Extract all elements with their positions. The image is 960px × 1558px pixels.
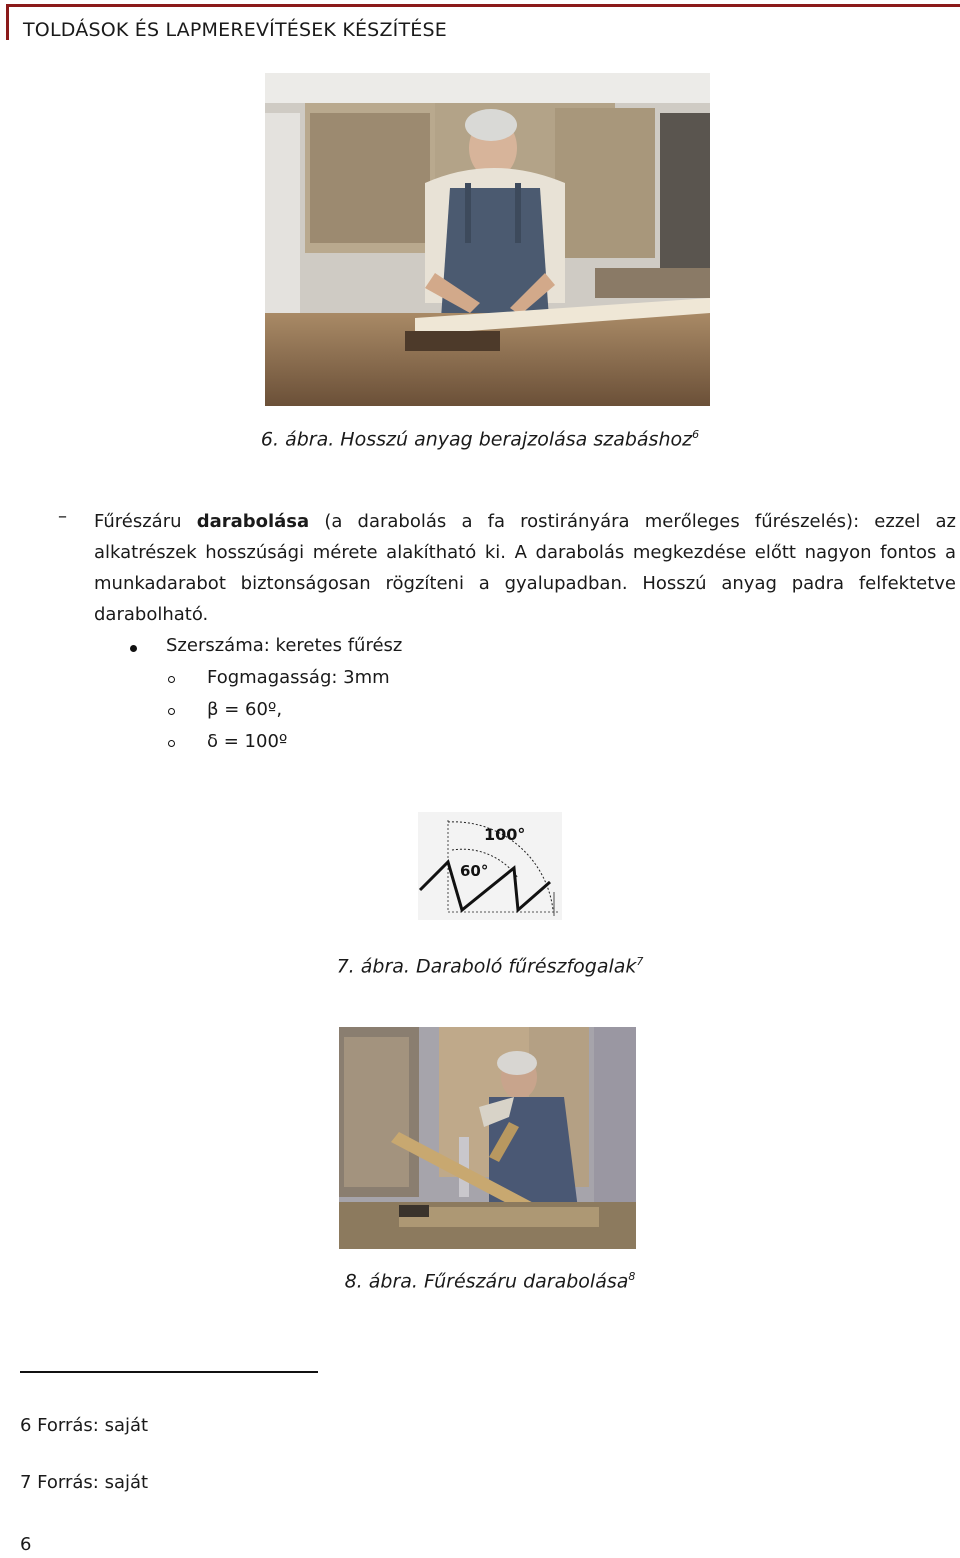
- figure-8-photo: [339, 1027, 636, 1249]
- figure-6-footnote-ref: 6: [692, 428, 700, 441]
- figure-6-caption-text: 6. ábra. Hosszú anyag berajzolása szabáshoz: [260, 428, 693, 451]
- saw-tooth-diagram: [418, 812, 562, 920]
- figure-7-caption-text: 7. ábra. Daraboló fűrészfogalak: [336, 955, 637, 978]
- list-dash: –: [58, 506, 67, 527]
- footnote-7: 7 Forrás: saját: [20, 1472, 149, 1493]
- figure-6-caption: [0, 428, 960, 450]
- sub-item-delta: δ = 100º: [207, 731, 288, 752]
- sub-bullet-icon: [168, 740, 175, 747]
- workshop-photo-2: [339, 1027, 636, 1249]
- page-header: [6, 4, 960, 40]
- figure-8-caption: [0, 1270, 960, 1292]
- workshop-photo-1: [265, 73, 710, 406]
- figure-7-caption: [0, 955, 960, 977]
- header-title: TOLDÁSOK ÉS LAPMEREVÍTÉSEK KÉSZÍTÉSE: [23, 19, 447, 41]
- figure-7-footnote-ref: 7: [636, 955, 644, 968]
- bullet-icon: [130, 645, 137, 652]
- figure-8-footnote-ref: 8: [628, 1270, 636, 1283]
- bullet-item-tool: Szerszáma: keretes fűrész: [166, 635, 403, 656]
- paragraph-keyword: darabolása: [196, 511, 310, 532]
- sub-bullet-icon: [168, 708, 175, 715]
- angle-60-label: 60°: [460, 862, 489, 880]
- sub-item-tooth-height: Fogmagasság: 3mm: [207, 667, 390, 688]
- figure-6-photo: [265, 73, 710, 406]
- sub-bullet-icon: [168, 676, 175, 683]
- figure-8-caption-text: 8. ábra. Fűrészáru darabolása: [344, 1270, 629, 1293]
- sub-item-beta: β = 60º,: [207, 699, 283, 720]
- body-paragraph: [94, 506, 956, 630]
- footnote-6: 6 Forrás: saját: [20, 1415, 149, 1436]
- figure-7-diagram: [418, 812, 562, 920]
- paragraph-lead: Fűrészáru: [94, 511, 197, 532]
- angle-100-label: 100°: [484, 825, 526, 844]
- page-number: 6: [20, 1534, 32, 1555]
- footnote-separator: [20, 1371, 318, 1373]
- paragraph-rest: (a darabolás a fa rostirányára merőleges fűrészelés): ezzel az alkatrészek hosszúsági mérete alakítható ki. A darabolás megkezdése előtt nagyon fontos a munkadarabot biztonságosan rögzíteni a gyalupadban. Hosszú anyag padra felfektetve darabolható.: [94, 511, 956, 625]
